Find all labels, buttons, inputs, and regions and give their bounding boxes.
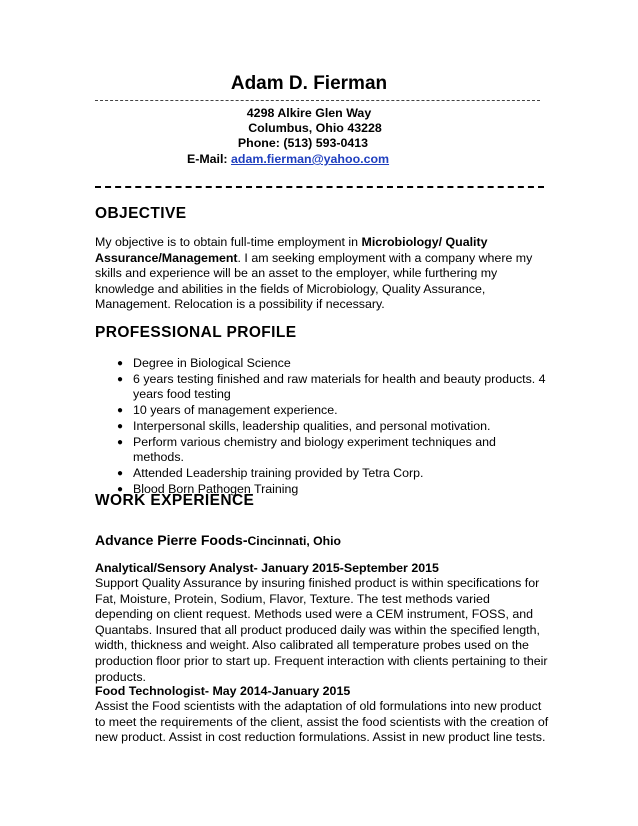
job-description: Assist the Food scientists with the adaptation of old formulations into new product to meet the requirements of the client, assist the food scientists with the creation of new product. Assist in cost reduction formulations. Assist in new product line tests. [95, 699, 549, 745]
list-item [95, 372, 550, 403]
company-location: Cincinnati, Ohio [247, 534, 341, 548]
phone-number: Phone: (513) 593-0413 [237, 136, 369, 150]
city-address: Columbus, Ohio 43228 [248, 121, 382, 135]
profile-list [95, 356, 550, 498]
bullet-icon: ● [117, 420, 124, 432]
email-label: E-Mail: [186, 152, 231, 166]
list-item-text: Blood Born Pathogen Training [133, 481, 299, 496]
list-item-text: 10 years of management experience. [133, 403, 338, 418]
list-item [95, 403, 550, 419]
objective-heading: OBJECTIVE [95, 205, 187, 222]
objective-text-start: My objective is to obtain full-time employment in [95, 235, 362, 249]
bullet-icon: ● [117, 468, 124, 480]
list-item [95, 435, 550, 466]
objective-text-end: . I am seeking employment with a company where my skills and experience will be an asset to the employer, while furthering my knowledge and abilities in the fields of Microbiology, Quality Assurance, Management. Relocation is a possibility if necessary. [95, 250, 533, 312]
job-description: Support Quality Assurance by insuring finished product is within specifications for Fat, Moisture, Protein, Sodium, Flavor, Texture. The test methods varied depending on client request. Methods used were a CEM instrument, FOSS, and Quantabs. Insured that all product produced daily was within the specified length, width, thickness and weight. Also calibrated all temperature probes used on the production floor prior to start up. Frequent interaction with clients pertaining to their products. [95, 576, 548, 684]
list-item-text: Degree in Biological Science [133, 356, 291, 370]
objective-text [95, 235, 550, 313]
applicant-name: Adam D. Fierman [230, 73, 388, 94]
header-divider [95, 100, 540, 101]
street-address: 4298 Alkire Glen Way [246, 106, 372, 120]
email-link[interactable]: adam.fierman@yahoo.com [231, 152, 390, 166]
list-item [95, 466, 550, 482]
work-heading: WORK EXPERIENCE [95, 492, 255, 509]
bullet-icon: ● [117, 436, 124, 448]
email-line [0, 151, 576, 167]
job-title: Food Technologist- May 2014-January 2015 [95, 684, 351, 698]
list-item-text: Interpersonal skills, leadership qualities, and personal motivation. [133, 418, 491, 433]
company-name-line [95, 532, 341, 548]
objective-focus-areas: Microbiology/ Quality Assurance/Management [95, 235, 488, 265]
list-item [95, 419, 550, 435]
bullet-icon: ● [117, 405, 124, 417]
profile-heading: PROFESSIONAL PROFILE [95, 324, 297, 341]
company-name: Advance Pierre Foods- [95, 532, 248, 548]
bullet-icon: ● [117, 483, 124, 495]
list-item [95, 356, 550, 372]
list-item-text: Perform various chemistry and biology experiment techniques and methods. [133, 434, 496, 465]
list-item-text: Attended Leadership training provided by Tetra Corp. [133, 466, 424, 481]
bullet-icon: ● [117, 373, 124, 385]
section-divider [95, 186, 544, 188]
job-title: Analytical/Sensory Analyst- January 2015-September 2015 [95, 561, 439, 575]
list-item-text: 6 years testing finished and raw materials for health and beauty products. 4 years food testing [133, 371, 546, 402]
bullet-icon: ● [117, 358, 124, 369]
